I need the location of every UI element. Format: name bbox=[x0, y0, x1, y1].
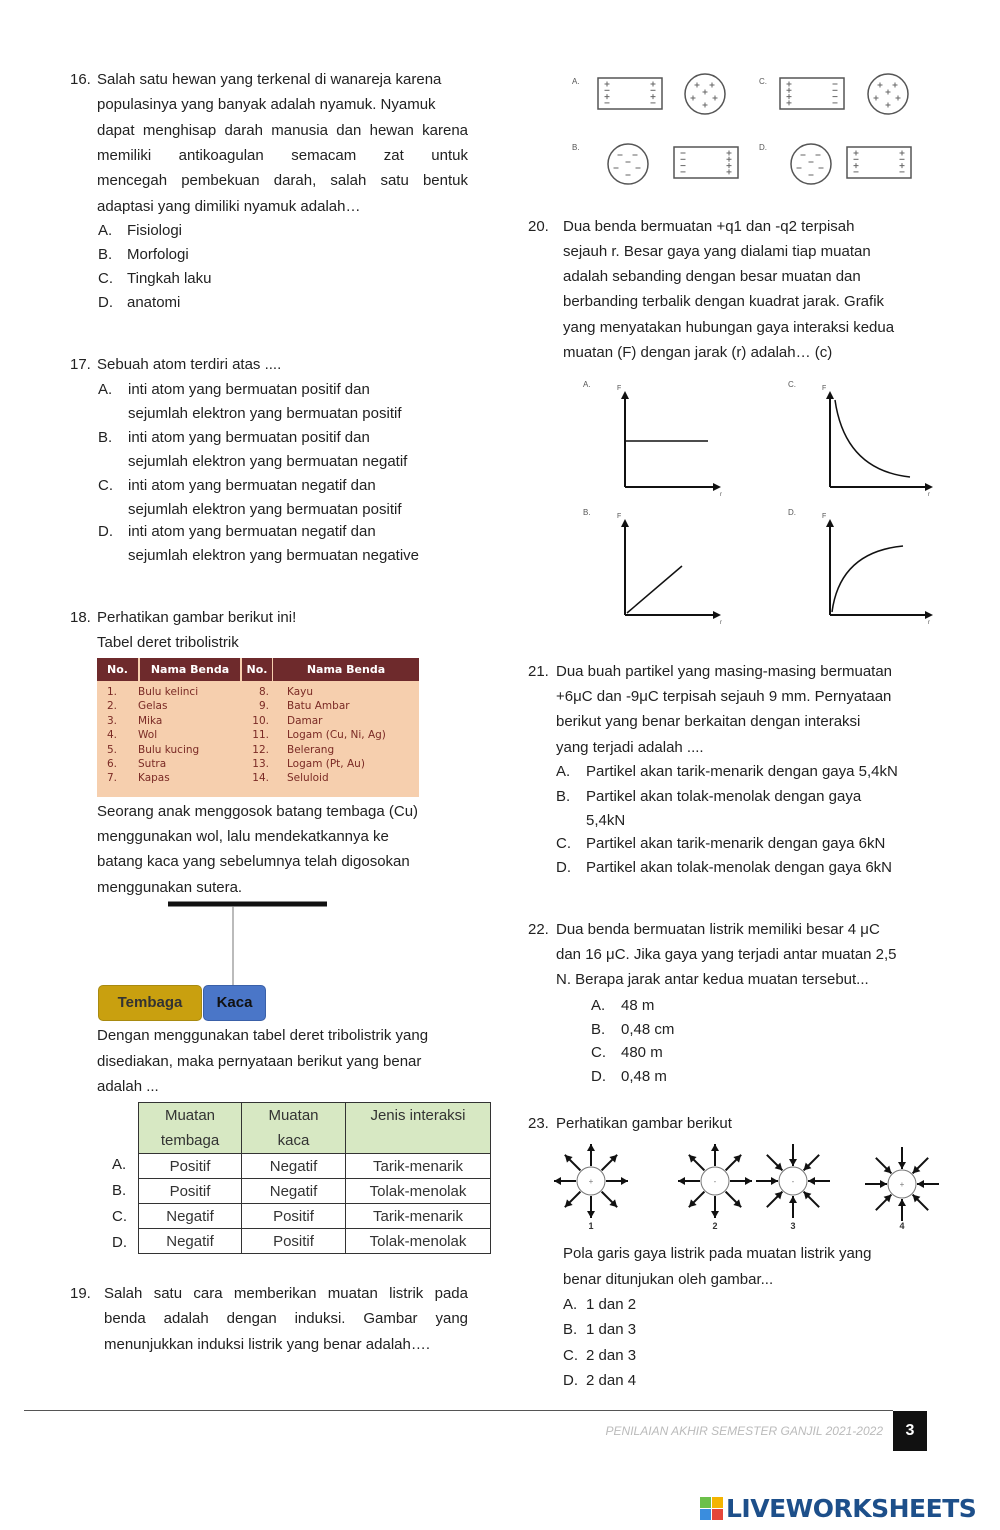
option-letter: A. bbox=[556, 763, 571, 780]
option-text: 2 dan 3 bbox=[586, 1347, 637, 1364]
tribo-cell: 4. bbox=[106, 729, 117, 742]
question-number: 21. bbox=[528, 663, 549, 680]
question-text: populasinya yang banyak adalah nyamuk. Nyamuk bbox=[97, 96, 436, 113]
question-text: dapat menghisap darah manusia dan hewan karena bbox=[97, 122, 468, 139]
plus-sign-icon bbox=[710, 83, 715, 88]
option-text: sejumlah elektron yang bermuatan negatif bbox=[128, 453, 408, 470]
tribo-cell: 14. bbox=[252, 772, 269, 785]
question-text: Sebuah atom terdiri atas .... bbox=[97, 356, 282, 373]
question-text: Pola garis gaya listrik pada muatan listrik yang bbox=[563, 1245, 872, 1262]
figure-label: 4 bbox=[899, 1221, 905, 1231]
charge-sign: - bbox=[791, 1177, 795, 1186]
option-letter: B. bbox=[98, 429, 113, 446]
figure-label: 3 bbox=[790, 1221, 796, 1231]
table-cell: Positif bbox=[242, 1204, 346, 1229]
table-cell: Positif bbox=[242, 1229, 346, 1254]
question-text: berikut yang benar berkaitan dengan interaksi bbox=[556, 713, 861, 730]
header-text: Muatan bbox=[268, 1107, 319, 1124]
figure-label: B. bbox=[572, 143, 580, 152]
option-letter: A. bbox=[98, 381, 113, 398]
table-cell: Negatif bbox=[242, 1179, 346, 1204]
option-text: inti atom yang bermuatan positif dan bbox=[128, 381, 370, 398]
table-cell: Tarik-menarik bbox=[346, 1154, 491, 1179]
kaca-block: Kaca bbox=[203, 985, 266, 1021]
question-text: muatan (F) dengan jarak (r) adalah… (c) bbox=[563, 344, 833, 361]
option-text: inti atom yang bermuatan negatif dan bbox=[128, 523, 376, 540]
axis-label-r: r bbox=[928, 492, 930, 498]
x-axis-arrow bbox=[713, 483, 721, 491]
tribo-cell: Gelas bbox=[138, 700, 168, 713]
charge-sign: + bbox=[588, 1177, 594, 1186]
footer-text: PENILAIAN AKHIR SEMESTER GANJIL 2021-2022 bbox=[605, 1424, 883, 1438]
question-text: adaptasi yang dimiliki nyamuk adalah… bbox=[97, 198, 361, 215]
question-text: N. Berapa jarak antar kedua muatan tersebut... bbox=[556, 971, 869, 988]
option-text: 1 dan 3 bbox=[586, 1321, 637, 1338]
option-text: sejumlah elektron yang bermuatan positif bbox=[128, 405, 402, 422]
tribo-cell: Batu Ambar bbox=[287, 700, 350, 713]
tribo-cell: 7. bbox=[106, 772, 117, 785]
question-text: dan 16 μC. Jika gaya yang terjadi antar muatan 2,5 bbox=[556, 946, 897, 963]
plus-sign-icon bbox=[896, 96, 901, 101]
plus-sign-icon bbox=[605, 94, 610, 99]
question-text: Perhatikan gambar berikut bbox=[556, 1115, 732, 1132]
curve-saturating bbox=[832, 546, 903, 612]
arrow-head-icon bbox=[587, 1144, 595, 1151]
question-number: 16. bbox=[70, 71, 91, 88]
plus-sign-icon bbox=[691, 96, 696, 101]
tribo-cell: Belerang bbox=[287, 743, 335, 756]
plus-sign-icon bbox=[651, 82, 656, 87]
question-text: menggunakan wol, lalu mendekatkannya ke bbox=[97, 828, 389, 845]
conductor-plate bbox=[780, 78, 844, 109]
question-number: 22. bbox=[528, 921, 549, 938]
option-text: anatomi bbox=[127, 294, 181, 311]
conductor-plate bbox=[847, 147, 911, 178]
table-cell: Tolak-menolak bbox=[346, 1229, 491, 1254]
tribo-cell: 11. bbox=[252, 729, 269, 742]
question-text: sejauh r. Besar gaya yang dialami tiap muatan bbox=[563, 243, 871, 260]
option-letter: D. bbox=[563, 1372, 578, 1389]
arrow-head-icon bbox=[789, 1159, 797, 1166]
option-text: Partikel akan tolak-menolak dengan gaya 6kN bbox=[586, 859, 893, 876]
arrow-head-icon bbox=[771, 1177, 778, 1185]
question-number: 19. bbox=[70, 1285, 91, 1302]
header-text: Muatan bbox=[164, 1107, 216, 1124]
table-title: Tabel deret tribolistrik bbox=[97, 634, 239, 651]
option-letter: C. bbox=[98, 270, 113, 287]
tribo-header: Nama Benda bbox=[273, 658, 419, 681]
table-cell: Negatif bbox=[139, 1204, 242, 1229]
page-number: 3 bbox=[893, 1411, 927, 1451]
row-letter: C. bbox=[112, 1208, 127, 1225]
tribo-cell: Logam (Cu, Ni, Ag) bbox=[287, 729, 386, 742]
graph-label: D. bbox=[788, 508, 796, 517]
question-text: berbanding terbalik dengan kuadrat jarak. Grafik bbox=[563, 293, 885, 310]
option-letter: A. bbox=[98, 222, 113, 239]
tribo-cell: Kapas bbox=[138, 772, 170, 785]
question-text: Salah satu cara memberikan muatan listrik pada bbox=[104, 1285, 468, 1302]
plus-sign-icon bbox=[886, 103, 891, 108]
option-letter: A. bbox=[591, 997, 606, 1014]
header-text: Jenis interaksi bbox=[370, 1107, 466, 1124]
option-text: inti atom yang bermuatan negatif dan bbox=[128, 477, 376, 494]
question-number: 23. bbox=[528, 1115, 549, 1132]
option-letter: D. bbox=[98, 523, 113, 540]
plus-sign-icon bbox=[854, 151, 859, 156]
axis-label-f: F bbox=[617, 385, 622, 392]
tribo-cell: 10. bbox=[252, 714, 269, 727]
option-text: Fisiologi bbox=[127, 222, 183, 239]
charged-sphere bbox=[608, 144, 648, 184]
option-text: Morfologi bbox=[127, 246, 189, 263]
liveworksheets-logo bbox=[700, 1494, 976, 1522]
axis-label-f: F bbox=[617, 513, 622, 520]
question-text: disediakan, maka pernyataan berikut yang benar bbox=[97, 1053, 422, 1070]
curve-linear bbox=[627, 566, 682, 613]
graph-label: C. bbox=[788, 380, 796, 389]
plus-sign-icon bbox=[727, 151, 732, 156]
arrow-head-icon bbox=[554, 1177, 561, 1185]
x-axis-arrow bbox=[713, 611, 721, 619]
option-letter: C. bbox=[556, 835, 571, 852]
arrow-head-icon bbox=[808, 1177, 815, 1185]
option-text: 480 m bbox=[621, 1044, 663, 1061]
tribo-cell: 9. bbox=[258, 700, 269, 713]
question-text: yang terjadi adalah .... bbox=[556, 739, 704, 756]
question-text: Dua benda bermuatan +q1 dan -q2 terpisah bbox=[563, 218, 855, 235]
figure-label: 1 bbox=[588, 1221, 594, 1231]
option-letter: B. bbox=[556, 788, 571, 805]
option-letter: C. bbox=[563, 1347, 578, 1364]
figure-label: C. bbox=[759, 77, 767, 86]
tribo-cell: Logam (Pt, Au) bbox=[287, 758, 365, 770]
option-text: 5,4kN bbox=[586, 812, 626, 829]
row-letter: A. bbox=[112, 1156, 127, 1173]
arrow-head-icon bbox=[711, 1144, 719, 1151]
option-text: sejumlah elektron yang bermuatan positif bbox=[128, 501, 402, 518]
question-text: Dua buah partikel yang masing-masing bermuatan bbox=[556, 663, 893, 680]
plus-sign-icon bbox=[900, 163, 905, 168]
option-text: inti atom yang bermuatan positif dan bbox=[128, 429, 370, 446]
table-cell: Positif bbox=[139, 1179, 242, 1204]
option-letter: D. bbox=[98, 294, 113, 311]
charged-sphere bbox=[791, 144, 831, 184]
plus-sign-icon bbox=[854, 163, 859, 168]
x-axis-arrow bbox=[925, 611, 933, 619]
table-cell: Positif bbox=[139, 1154, 242, 1179]
tribo-cell: 6. bbox=[106, 758, 117, 770]
axis-label-r: r bbox=[928, 620, 930, 626]
option-letter: B. bbox=[98, 246, 113, 263]
axis-label-r: r bbox=[720, 492, 722, 498]
plus-sign-icon bbox=[727, 169, 732, 174]
table-cell: Tolak-menolak bbox=[346, 1179, 491, 1204]
plus-sign-icon bbox=[605, 82, 610, 87]
tribo-cell: 12. bbox=[252, 743, 269, 756]
plus-sign-icon bbox=[695, 83, 700, 88]
question-text: yang menyatakan hubungan gaya interaksi kedua bbox=[563, 319, 895, 336]
tribo-cell: 13. bbox=[252, 758, 269, 770]
logo-mark-icon bbox=[700, 1497, 723, 1520]
arrow-head-icon bbox=[711, 1211, 719, 1218]
option-letter: B. bbox=[563, 1321, 578, 1338]
y-axis-arrow bbox=[826, 519, 834, 527]
question-text: benar ditunjukan oleh gambar... bbox=[563, 1271, 774, 1288]
tribo-cell: 8. bbox=[258, 686, 269, 698]
question-text: menunjukkan induksi listrik yang benar adalah…. bbox=[104, 1336, 431, 1353]
question-text: Seorang anak menggosok batang tembaga (Cu) bbox=[97, 803, 419, 820]
question-text: batang kaca yang sebelumnya telah digosokan bbox=[97, 853, 410, 870]
option-text: 0,48 cm bbox=[621, 1021, 675, 1038]
plus-sign-icon bbox=[727, 157, 732, 162]
header-text: tembaga bbox=[160, 1132, 220, 1149]
tribo-cell: 2. bbox=[106, 700, 117, 713]
option-text: 1 dan 2 bbox=[586, 1296, 637, 1313]
question-text: menggunakan sutera. bbox=[97, 879, 243, 896]
option-text: sejumlah elektron yang bermuatan negative bbox=[128, 547, 420, 564]
arrow-head-icon bbox=[678, 1177, 685, 1185]
arrow-head-icon bbox=[898, 1162, 906, 1169]
question-text: adalah sebanding dengan besar muatan dan bbox=[563, 268, 861, 285]
question-text: Dengan menggunakan tabel deret tribolistrik yang bbox=[97, 1027, 429, 1044]
tribo-cell: Bulu kelinci bbox=[138, 686, 199, 698]
tribo-cell: 1. bbox=[106, 686, 117, 698]
plus-sign-icon bbox=[886, 90, 891, 95]
y-axis-arrow bbox=[826, 391, 834, 399]
option-text: 0,48 m bbox=[621, 1068, 667, 1085]
figure-label: 2 bbox=[712, 1221, 718, 1231]
option-letter: C. bbox=[98, 477, 113, 494]
plus-sign-icon bbox=[651, 94, 656, 99]
question-text: Salah satu hewan yang terkenal di wanareja karena bbox=[97, 71, 442, 88]
tribo-cell: Seluloid bbox=[287, 772, 329, 785]
option-text: Tingkah laku bbox=[127, 270, 212, 287]
x-axis-arrow bbox=[925, 483, 933, 491]
tribo-cell: Bulu kucing bbox=[138, 743, 200, 756]
plus-sign-icon bbox=[713, 96, 718, 101]
plus-sign-icon bbox=[727, 163, 732, 168]
tribo-cell: 3. bbox=[106, 714, 117, 727]
figure-label: D. bbox=[759, 143, 767, 152]
tribo-header: No. bbox=[242, 658, 272, 681]
arrow-head-icon bbox=[789, 1196, 797, 1203]
option-letter: C. bbox=[591, 1044, 606, 1061]
logo-text: LIVEWORKSHEETS bbox=[726, 1493, 977, 1523]
arrow-head-icon bbox=[745, 1177, 752, 1185]
charge-sign: - bbox=[713, 1177, 717, 1186]
arrow-head-icon bbox=[898, 1199, 906, 1206]
option-letter: D. bbox=[556, 859, 571, 876]
graph-label: A. bbox=[583, 380, 591, 389]
question-text: Dua benda bermuatan listrik memiliki besar 4 μC bbox=[556, 921, 880, 938]
option-letter: A. bbox=[563, 1296, 578, 1313]
footer-rule bbox=[24, 1410, 893, 1411]
axis-label-r: r bbox=[720, 620, 722, 626]
figure-label: A. bbox=[572, 77, 580, 86]
curve-inverse-square bbox=[835, 400, 910, 477]
tribo-cell: Wol bbox=[138, 729, 158, 742]
option-text: 48 m bbox=[621, 997, 655, 1014]
plus-sign-icon bbox=[787, 94, 792, 99]
tembaga-block: Tembaga bbox=[98, 985, 202, 1021]
axis-label-f: F bbox=[822, 513, 827, 520]
y-axis-arrow bbox=[621, 519, 629, 527]
option-letter: B. bbox=[591, 1021, 606, 1038]
plus-sign-icon bbox=[703, 103, 708, 108]
y-axis-arrow bbox=[621, 391, 629, 399]
question-number: 20. bbox=[528, 218, 549, 235]
conductor-plate bbox=[674, 147, 738, 178]
option-letter: D. bbox=[591, 1068, 606, 1085]
tribo-cell: Sutra bbox=[138, 758, 167, 770]
tribo-header: No. bbox=[97, 658, 138, 681]
axis-label-f: F bbox=[822, 385, 827, 392]
table-cell: Tarik-menarik bbox=[346, 1204, 491, 1229]
arrow-head-icon bbox=[587, 1211, 595, 1218]
arrow-head-icon bbox=[621, 1177, 628, 1185]
arrow-head-icon bbox=[917, 1180, 924, 1188]
plus-sign-icon bbox=[703, 90, 708, 95]
arrow-head-icon bbox=[880, 1180, 887, 1188]
tribo-cell: Kayu bbox=[287, 686, 314, 698]
question-text: Perhatikan gambar berikut ini! bbox=[97, 609, 297, 626]
table-cell: Negatif bbox=[139, 1229, 242, 1254]
table-cell: Negatif bbox=[242, 1154, 346, 1179]
question-text: adalah ... bbox=[97, 1078, 159, 1095]
option-text: Partikel akan tarik-menarik dengan gaya 5,4kN bbox=[586, 763, 898, 780]
tribo-header: Nama Benda bbox=[140, 658, 240, 681]
conductor-plate bbox=[598, 78, 662, 109]
question-text: +6μC dan -9μC terpisah sejauh 9 mm. Pernyataan bbox=[556, 688, 892, 705]
plus-sign-icon bbox=[900, 151, 905, 156]
graph-label: B. bbox=[583, 508, 591, 517]
question-number: 17. bbox=[70, 356, 91, 373]
plus-sign-icon bbox=[787, 100, 792, 105]
question-text: memiliki antikoagulan semacam zat untuk bbox=[97, 147, 468, 164]
tribo-cell: 5. bbox=[106, 743, 117, 756]
question-text: benda adalah dengan induksi. Gambar yang bbox=[104, 1310, 468, 1327]
tribo-cell: Mika bbox=[138, 714, 163, 727]
header-text: kaca bbox=[277, 1132, 310, 1149]
question-text: mencegah pembekuan darah, salah satu bentuk bbox=[97, 172, 468, 189]
tribo-cell: Damar bbox=[287, 714, 323, 727]
plus-sign-icon bbox=[878, 83, 883, 88]
option-text: Partikel akan tolak-menolak dengan gaya bbox=[586, 788, 862, 805]
plus-sign-icon bbox=[787, 88, 792, 93]
plus-sign-icon bbox=[787, 82, 792, 87]
option-text: Partikel akan tarik-menarik dengan gaya 6kN bbox=[586, 835, 886, 852]
charge-sign: + bbox=[899, 1180, 905, 1189]
option-text: 2 dan 4 bbox=[586, 1372, 637, 1389]
plus-sign-icon bbox=[893, 83, 898, 88]
row-letter: B. bbox=[112, 1182, 127, 1199]
plus-sign-icon bbox=[874, 96, 879, 101]
question-number: 18. bbox=[70, 609, 91, 626]
row-letter: D. bbox=[112, 1234, 127, 1251]
